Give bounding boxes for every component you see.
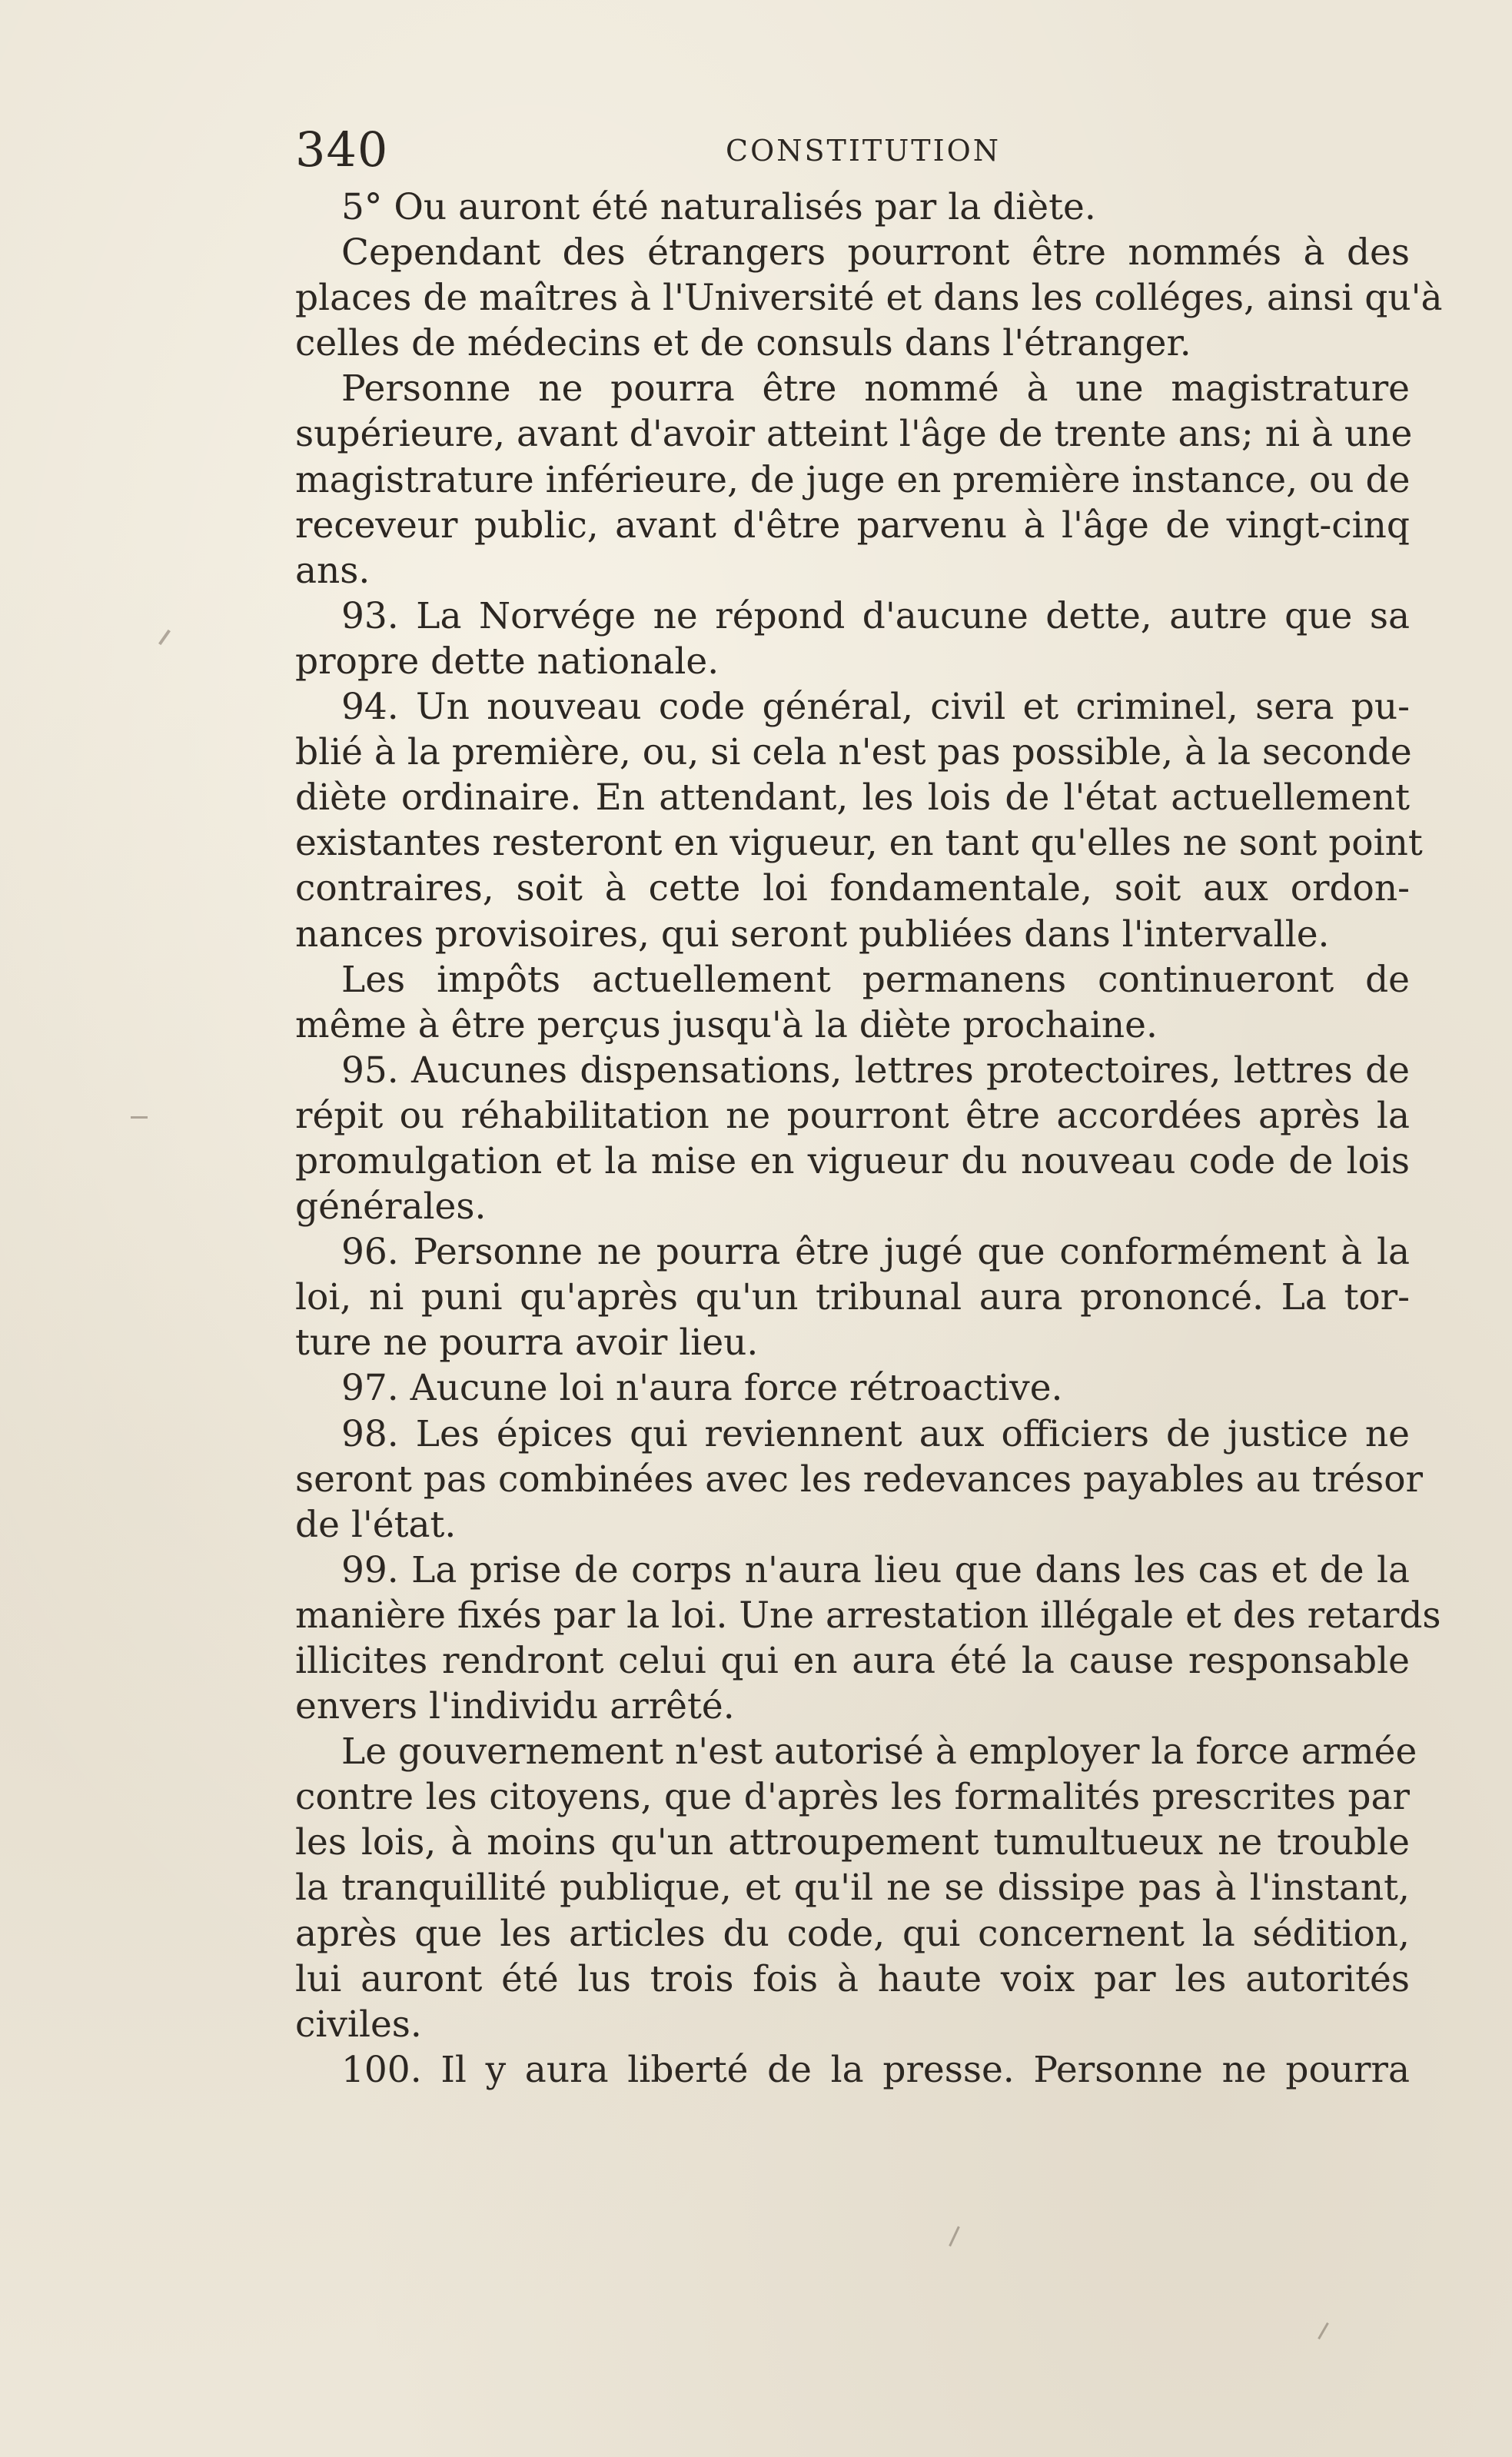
text-line: magistrature inférieure, de juge en première instance, ou de [295, 458, 1411, 501]
paper-speck [131, 1116, 148, 1119]
text-line: la tranquillité publique, et qu'il ne se dissipe pas à l'instant, [295, 1867, 1410, 1910]
text-line: 99. La prise de corps n'aura lieu que dans les cas et de la [341, 1548, 1410, 1591]
page-number: 340 [295, 121, 389, 178]
text-line: promulgation et la mise en vigueur du nouveau code de lois [295, 1139, 1410, 1182]
paper-speck [158, 630, 171, 645]
text-line: places de maîtres à l'Université et dans les colléges, ainsi qu'à [295, 277, 1443, 320]
text-line: nances provisoires, qui seront publiées dans l'intervalle. [295, 913, 1330, 956]
text-line: 93. La Norvége ne répond d'aucune dette, autre que sa [341, 594, 1410, 637]
body-text [295, 185, 1443, 2093]
text-line: Les impôts actuellement permanens continueront de [341, 958, 1410, 1001]
text-line: ans. [295, 549, 371, 592]
text-line: celles de médecins et de consuls dans l'étranger. [295, 322, 1191, 365]
text-line: lui auront été lus trois fois à haute voix par les autorités [295, 1957, 1410, 2000]
text-line: 97. Aucune loi n'aura force rétroactive. [341, 1367, 1063, 1410]
text-line: répit ou réhabilitation ne pourront être accordées après la [295, 1094, 1410, 1137]
text-line: de l'état. [295, 1503, 457, 1546]
text-line: Le gouvernement n'est autorisé à employer la force armée [341, 1731, 1417, 1774]
text-line: ture ne pourra avoir lieu. [295, 1322, 759, 1365]
text-line: supérieure, avant d'avoir atteint l'âge de trente ans; ni à une [295, 413, 1413, 456]
text-line: propre dette nationale. [295, 640, 719, 683]
text-line: 96. Personne ne pourra être jugé que conformément à la [341, 1231, 1410, 1274]
text-line: contre les citoyens, que d'après les formalités prescrites par [295, 1776, 1410, 1819]
text-line: existantes resteront en vigueur, en tant qu'elles ne sont point [295, 822, 1423, 865]
paper-speck [949, 2226, 960, 2247]
text-line: Personne ne pourra être nommé à une magistrature [341, 367, 1410, 411]
text-line: diète ordinaire. En attendant, les lois de l'état actuellement [295, 776, 1410, 820]
running-head: CONSTITUTION [726, 134, 1001, 168]
text-line: blié à la première, ou, si cela n'est pas possible, à la seconde [295, 731, 1412, 774]
text-line: 94. Un nouveau code général, civil et criminel, sera pu- [341, 686, 1410, 729]
paper-speck [1318, 2322, 1329, 2339]
text-line: Cependant des étrangers pourront être nommés à des [341, 231, 1410, 274]
text-line: manière fixés par la loi. Une arrestation illégale et des retards [295, 1594, 1441, 1637]
text-line: les lois, à moins qu'un attroupement tumultueux ne trouble [295, 1821, 1410, 1864]
text-line: 95. Aucunes dispensations, lettres protectoires, lettres de [341, 1049, 1410, 1092]
text-line: illicites rendront celui qui en aura été la cause responsable [295, 1640, 1410, 1682]
text-line: loi, ni puni qu'après qu'un tribunal aura prononcé. La tor- [295, 1276, 1410, 1319]
text-line: même à être perçus jusqu'à la diète prochaine. [295, 1003, 1158, 1046]
page-header [295, 115, 1410, 185]
book-page [295, 115, 1443, 2093]
text-line: 5° Ou auront été naturalisés par la diète. [341, 186, 1096, 228]
text-line: 100. Il y aura liberté de la presse. Personne ne pourra [341, 2048, 1410, 2091]
text-line: seront pas combinées avec les redevances payables au trésor [295, 1458, 1423, 1501]
text-line: 98. Les épices qui reviennent aux officiers de justice ne [341, 1412, 1410, 1455]
text-line: contraires, soit à cette loi fondamentale, soit aux ordon- [295, 867, 1410, 910]
text-line: civiles. [295, 2003, 422, 2046]
text-line: receveur public, avant d'être parvenu à l'âge de vingt-cinq [295, 504, 1410, 547]
text-line: envers l'individu arrêté. [295, 1685, 735, 1728]
text-line: générales. [295, 1185, 487, 1228]
text-line: après que les articles du code, qui concernent la sédition, [295, 1912, 1410, 1955]
